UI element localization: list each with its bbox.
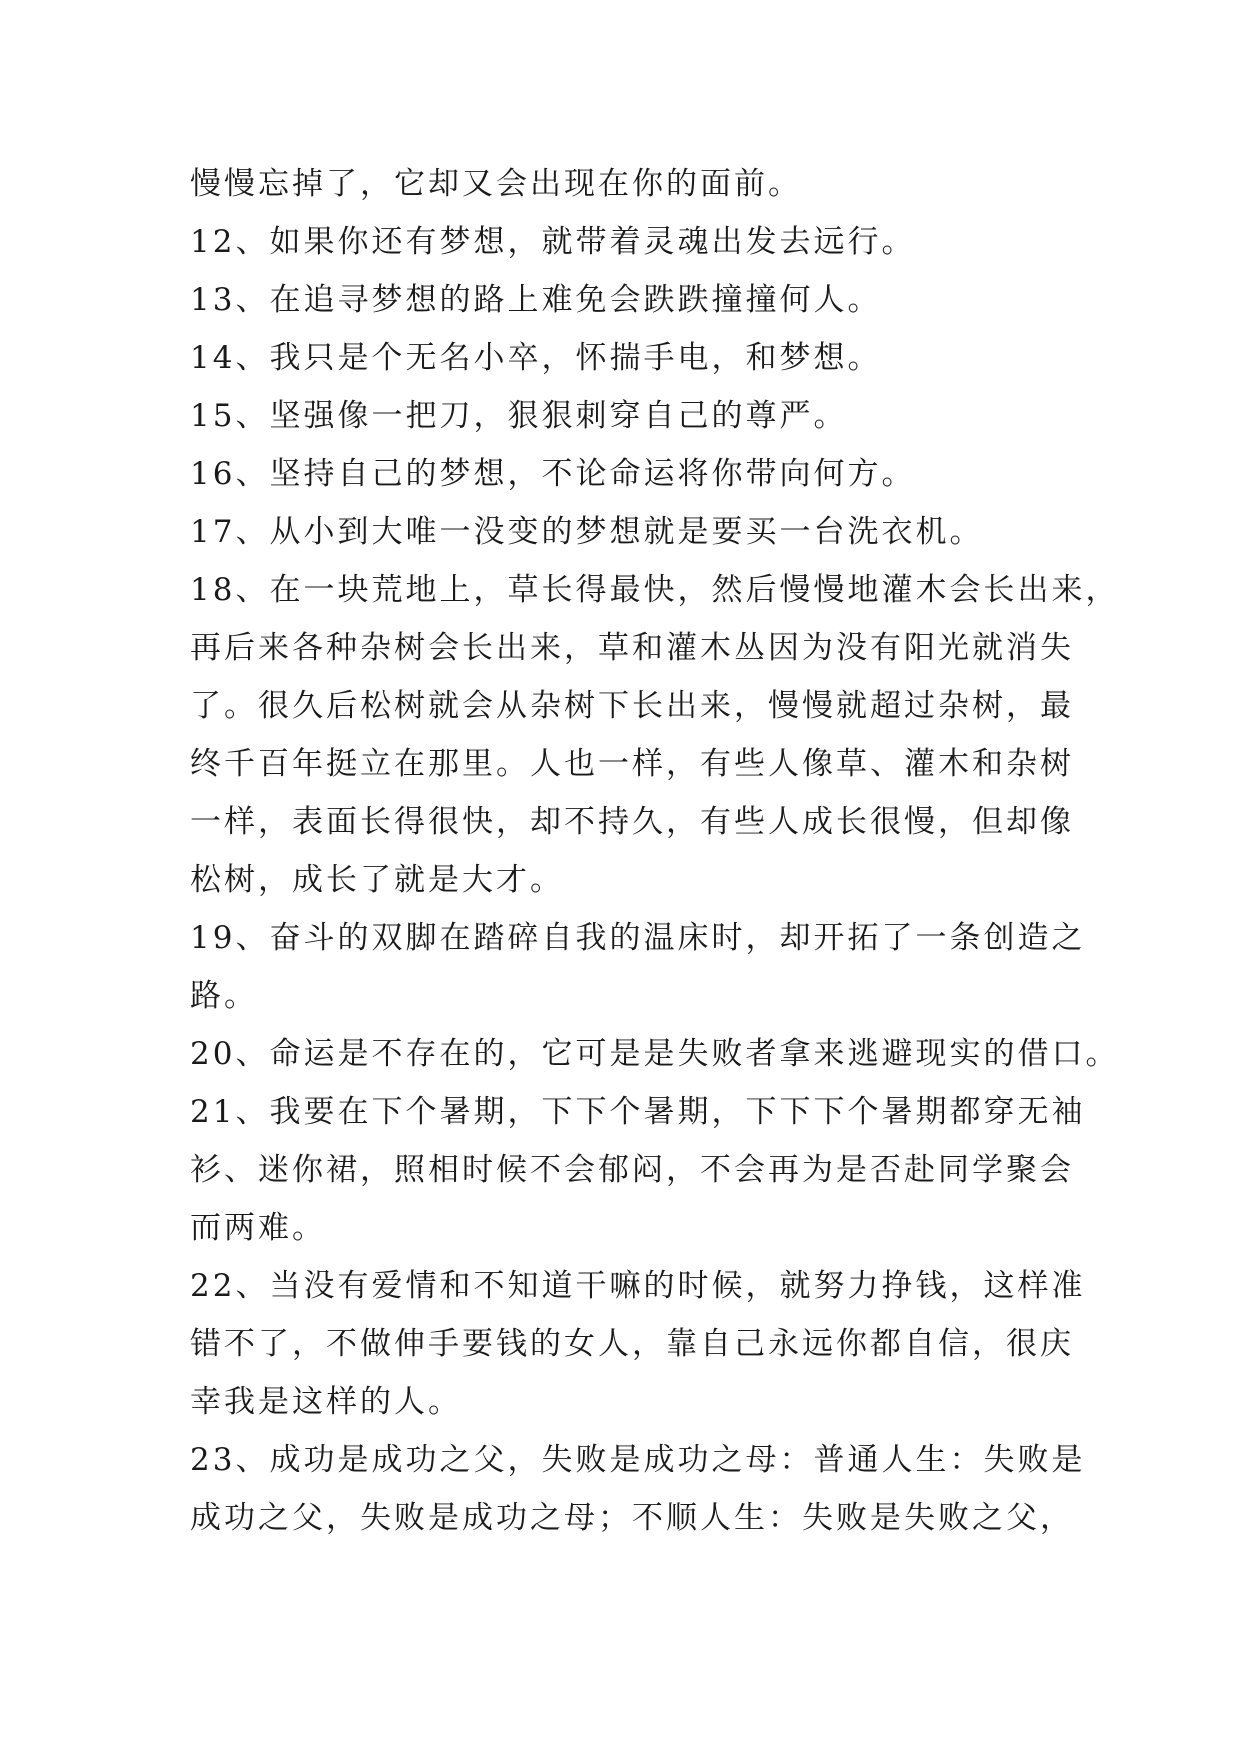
text-line: 一样，表面长得很快，却不持久，有些人成长很慢，但却像 [190,804,1074,840]
text-line: 17、从小到大唯一没变的梦想就是要买一台洗衣机。 [190,514,984,550]
text-line: 路。 [190,978,258,1014]
text-line: 15、坚强像一把刀，狠狠刺穿自己的尊严。 [190,398,848,434]
text-line: 松树，成长了就是大才。 [190,862,564,898]
text-line: 23、成功是成功之父，失败是成功之母：普通人生：失败是 [190,1442,1086,1478]
text-line: 19、奋斗的双脚在踏碎自我的温床时，却开拓了一条创造之 [190,920,1086,956]
text-line: 衫、迷你裙，照相时候不会郁闷，不会再为是否赴同学聚会 [190,1152,1074,1188]
text-line: 慢慢忘掉了，它却又会出现在你的面前。 [190,166,802,202]
text-line: 18、在一块荒地上，草长得最快，然后慢慢地灌木会长出来， [190,572,1120,608]
document-body [190,155,1120,1547]
text-line: 16、坚持自己的梦想，不论命运将你带向何方。 [190,456,916,492]
text-line: 20、命运是不存在的，它可是是失败者拿来逃避现实的借口。 [190,1036,1120,1072]
text-line: 幸我是这样的人。 [190,1384,462,1420]
text-line: 错不了，不做伸手要钱的女人，靠自己永远你都自信，很庆 [190,1326,1074,1362]
text-line: 而两难。 [190,1210,326,1246]
text-line: 21、我要在下个暑期，下下个暑期，下下下个暑期都穿无袖 [190,1094,1086,1130]
text-line: 成功之父，失败是成功之母；不顺人生：失败是失败之父， [190,1500,1074,1536]
text-line: 13、在追寻梦想的路上难免会跌跌撞撞何人。 [190,282,882,318]
text-line: 22、当没有爱情和不知道干嘛的时候，就努力挣钱，这样准 [190,1268,1086,1304]
text-line: 再后来各种杂树会长出来，草和灌木丛因为没有阳光就消失 [190,630,1074,666]
text-line: 终千百年挺立在那里。人也一样，有些人像草、灌木和杂树 [190,746,1074,782]
text-line: 12、如果你还有梦想，就带着灵魂出发去远行。 [190,224,916,260]
text-line: 14、我只是个无名小卒，怀揣手电，和梦想。 [190,340,882,376]
text-line: 了。很久后松树就会从杂树下长出来，慢慢就超过杂树，最 [190,688,1074,724]
